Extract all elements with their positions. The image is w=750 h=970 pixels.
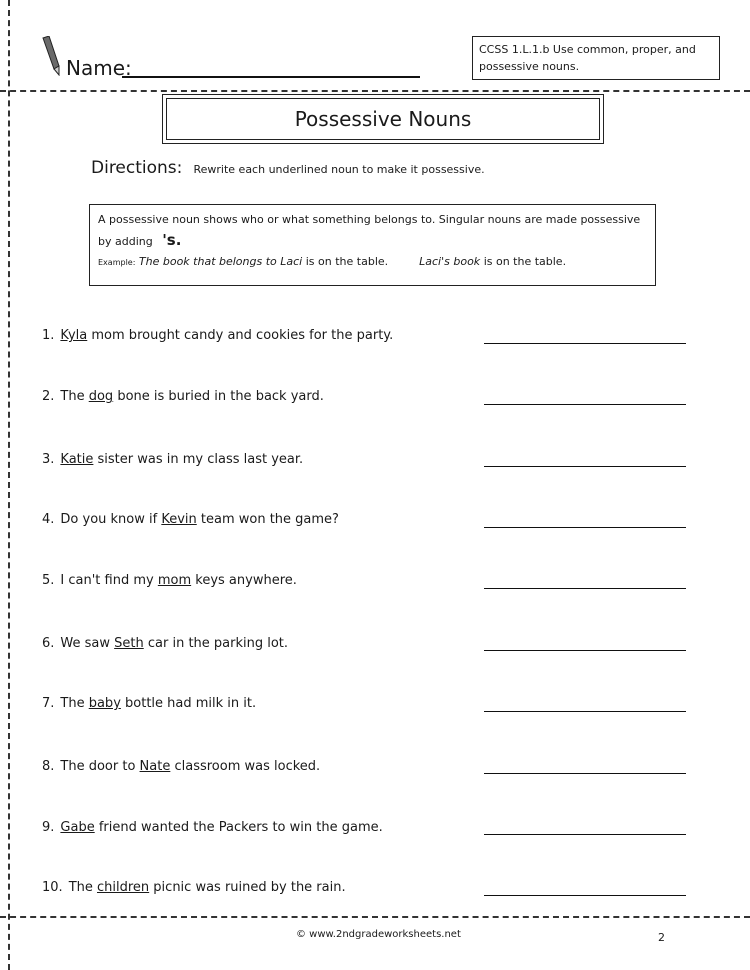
question-number: 4. (42, 512, 55, 527)
question-text-post: picnic was ruined by the rain. (149, 880, 346, 895)
question-item (42, 328, 393, 343)
underlined-noun: dog (88, 389, 114, 404)
question-text-post: classroom was locked. (170, 759, 321, 774)
question-text-pre: We saw (60, 636, 115, 651)
question-number: 1. (42, 328, 55, 343)
cut-line-bottom (0, 916, 750, 918)
question-text-post: team won the game? (196, 512, 339, 527)
question-number: 6. (42, 636, 55, 651)
answer-line[interactable] (484, 834, 686, 835)
question-item (42, 820, 383, 835)
title-box (162, 94, 604, 144)
answer-line[interactable] (484, 404, 686, 405)
question-text-post: car in the parking lot. (143, 636, 289, 651)
answer-line[interactable] (484, 895, 686, 896)
cut-line-top (0, 90, 750, 92)
name-label: Name: (66, 56, 132, 80)
question-number: 7. (42, 696, 55, 711)
question-text-post: mom brought candy and cookies for the party. (87, 328, 394, 343)
underlined-noun: Nate (139, 759, 171, 774)
example-after-rest: is on the table. (483, 255, 567, 268)
pencil-icon (40, 36, 62, 76)
info-box (89, 204, 656, 286)
cut-line-vertical (8, 0, 10, 970)
question-text-pre: The (68, 880, 97, 895)
question-text-pre: The (60, 696, 89, 711)
question-item (42, 512, 339, 527)
standard-note: CCSS 1.L.1.b Use common, proper, and possessive nouns. (472, 36, 720, 80)
underlined-noun: Seth (114, 636, 144, 651)
name-field[interactable] (122, 76, 420, 78)
question-item (42, 880, 346, 895)
info-example (98, 252, 647, 273)
question-text-post: bone is buried in the back yard. (113, 389, 324, 404)
question-text-pre: The door to (60, 759, 140, 774)
directions-text: Rewrite each underlined noun to make it possessive. (193, 163, 485, 176)
copyright-footer: © www.2ndgradeworksheets.net (296, 929, 461, 940)
answer-line[interactable] (484, 343, 686, 344)
question-text-post: keys anywhere. (191, 573, 297, 588)
question-text-pre: I can't find my (60, 573, 158, 588)
example-label: Example: (98, 258, 136, 267)
page-number: 2 (658, 931, 665, 944)
underlined-noun: Kevin (161, 512, 197, 527)
answer-line[interactable] (484, 773, 686, 774)
answer-line[interactable] (484, 650, 686, 651)
question-text-post: sister was in my class last year. (93, 452, 304, 467)
answer-line[interactable] (484, 711, 686, 712)
question-number: 10. (42, 880, 63, 895)
directions-label: Directions: (91, 158, 183, 178)
question-number: 2. (42, 389, 55, 404)
question-number: 3. (42, 452, 55, 467)
question-item (42, 636, 288, 651)
info-suffix: 's. (162, 231, 182, 249)
page-title: Possessive Nouns (166, 98, 600, 140)
question-text-pre: Do you know if (60, 512, 162, 527)
answer-line[interactable] (484, 527, 686, 528)
question-number: 5. (42, 573, 55, 588)
answer-line[interactable] (484, 466, 686, 467)
question-item (42, 389, 324, 404)
question-text-post: bottle had milk in it. (120, 696, 257, 711)
underlined-noun: Gabe (60, 820, 95, 835)
question-item (42, 452, 303, 467)
info-text: A possessive noun shows who or what something belongs to. Singular nouns are made possessive by adding (98, 213, 641, 248)
question-text-pre: The (60, 389, 89, 404)
example-before-italic: The book that belongs to Laci (138, 255, 303, 268)
question-item (42, 573, 297, 588)
info-definition (98, 210, 647, 252)
question-item (42, 696, 256, 711)
underlined-noun: baby (88, 696, 121, 711)
example-before-rest: is on the table. (305, 255, 389, 268)
directions (91, 158, 485, 178)
underlined-noun: mom (157, 573, 192, 588)
underlined-noun: Katie (60, 452, 94, 467)
question-text-post: friend wanted the Packers to win the game. (94, 820, 383, 835)
underlined-noun: Kyla (60, 328, 88, 343)
underlined-noun: children (97, 880, 150, 895)
answer-line[interactable] (484, 588, 686, 589)
question-number: 9. (42, 820, 55, 835)
example-after-italic: Laci's book (419, 255, 481, 268)
question-item (42, 759, 320, 774)
question-number: 8. (42, 759, 55, 774)
